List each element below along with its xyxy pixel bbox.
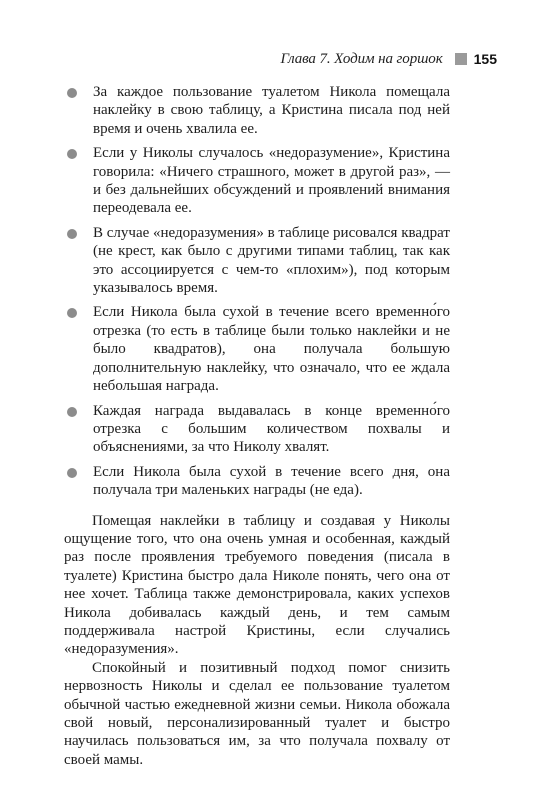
bullet-dot-icon — [67, 149, 77, 159]
bullet-text: За каждое пользование туалетом Никола помещала наклейку в свою таблицу, а Кристина писала под ней время и очень хвалила ее. — [93, 84, 450, 137]
bullet-text: Если Никола была сухой в течение всего дня, она получала три маленьких награды (не еда). — [93, 463, 450, 499]
bullet-item — [64, 224, 450, 298]
page-number: 155 — [473, 51, 497, 67]
bullet-item — [64, 144, 450, 218]
bullet-item — [64, 83, 450, 138]
bullet-dot-icon — [67, 468, 77, 478]
page-body — [64, 83, 450, 769]
bullet-item — [64, 402, 450, 457]
bullet-dot-icon — [67, 88, 77, 98]
bullet-text: В случае «недоразумения» в таблице рисовался квадрат (не крест, как было с другими типами таблиц, так как это ассоциируется с чем-то «плохим»), под которым указывалось время. — [93, 224, 450, 297]
bullet-text: Если у Николы случалось «недоразумение», Кристина говорила: «Ничего страшного, может в другой раз», — и без дальнейших обсуждений и проявлений внимания переодевала ее. — [93, 145, 450, 217]
running-header — [280, 48, 497, 70]
bullet-text: Каждая награда выдавалась в конце временно́го отрезка с большим количеством похвалы и объяснениями, за что Николу хвалят. — [93, 402, 450, 456]
bullet-text: Если Никола была сухой в течение всего временно́го отрезка (то есть в таблице были только наклейки и не было квадратов), она получала большую дополнительную наклейку, что означало, что ее ждала небольшая награда. — [93, 304, 450, 395]
chapter-title: Глава 7. Ходим на горшок — [280, 50, 443, 67]
header-square-marker — [455, 53, 467, 65]
bullet-dot-icon — [67, 407, 77, 417]
bullet-item — [64, 463, 450, 500]
bullet-dot-icon — [67, 229, 77, 239]
bullet-item — [64, 303, 450, 395]
body-paragraph: Спокойный и позитивный подход помог снизить нервозность Николы и сделал ее пользование туалетом обычной частью ежедневной жизни семьи. Никола обожала свой новый, персонализированный туалет и быстро научилась пользоваться им, за что получала похвалу от своей мамы. — [64, 659, 450, 768]
body-paragraph: Помещая наклейки в таблицу и создавая у Николы ощущение того, что она очень умная и особенная, каждый раз после проявления требуемого поведения (писала в туалете) Кристина быстро дала Николе понять, чего она от нее хочет. Таблица также демонстрировала, каких успехов Никола добивалась каждый день, и тем самым поддерживала настрой Кристины, если случались «недоразумения». — [64, 512, 450, 658]
bullet-list — [64, 83, 450, 500]
bullet-dot-icon — [67, 308, 77, 318]
